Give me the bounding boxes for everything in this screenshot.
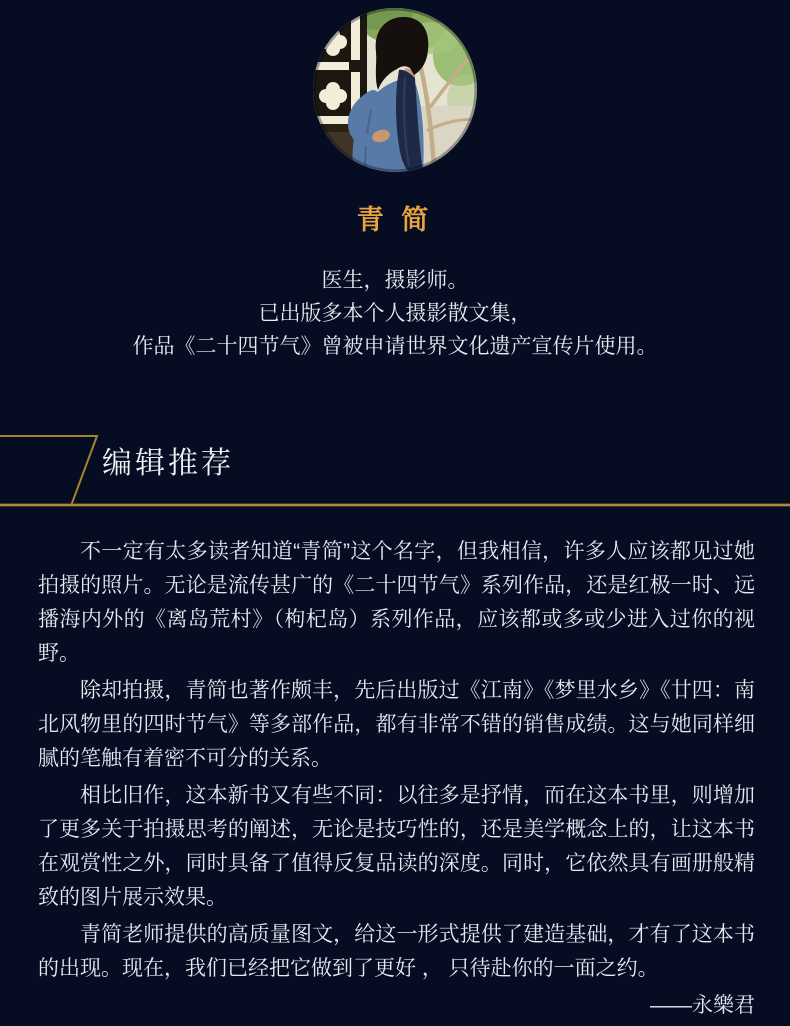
editor-paragraph: 除却拍摄，青简也著作颇丰，先后出版过《江南》《梦里水乡》《廿四：南北风物里的四时节气》等多部作品，都有非常不错的销售成绩。这与她同样细腻的笔触有着密不可分的关系。 [38, 679, 755, 770]
section-header-band [0, 432, 790, 510]
editor-note [38, 535, 755, 1026]
editor-signature: ——永樂君 [650, 994, 755, 1017]
gold-accent-parallelogram [0, 436, 97, 505]
author-bio [0, 264, 790, 363]
author-portrait-photo-icon [313, 8, 477, 172]
author-avatar [313, 8, 477, 172]
editor-paragraph: 不一定有太多读者知道“青简”这个名字，但我相信，许多人应该都见过她拍摄的照片。无论是流传甚广的《二十四节气》系列作品，还是红极一时、远播海内外的《离岛荒村》（枸杞岛）系列作品，应该都或多或少进入过你的视野。 [38, 540, 755, 665]
gold-divider-line [0, 504, 790, 507]
section-title: 编辑推荐 [102, 447, 234, 480]
bio-line: 医生，摄影师。 [321, 269, 469, 292]
author-name: 青 简 [356, 205, 434, 235]
bio-line: 作品《二十四节气》曾被申请世界文化遗产宣传片使用。 [132, 335, 658, 358]
editor-paragraph: 青简老师提供的高质量图文，给这一形式提供了建造基础，才有了这本书的出现。现在，我们已经把它做到了更好 ， 只待赴你的一面之约。 [38, 923, 755, 980]
bio-line: 已出版多本个人摄影散文集， [258, 302, 532, 325]
editor-paragraph: 相比旧作，这本新书又有些不同：以往多是抒情，而在这本书里，则增加了更多关于拍摄思考的阐述，无论是技巧性的，还是美学概念上的，让这本书在观赏性之外，同时具备了值得反复品读的深度。同时，它依然具有画册般精致的图片展示效果。 [38, 784, 755, 909]
